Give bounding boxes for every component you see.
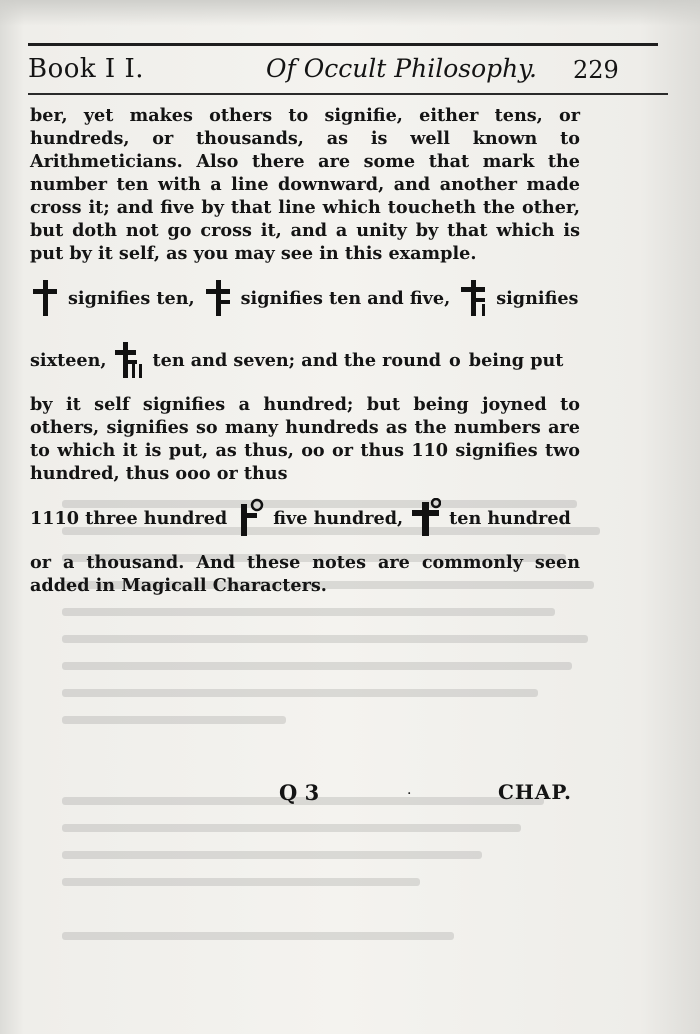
example-row-3: [30, 489, 580, 547]
row1-text-2: signifies ten and five,: [240, 287, 451, 309]
paragraph-3: or a thousand. And these notes are commonly seen added in Magicall Characters.: [30, 552, 580, 596]
body-text: [30, 104, 580, 597]
row1-text-3: signifies: [496, 287, 579, 309]
example-row-1: [30, 269, 580, 327]
row3-text-3: ten hundred: [449, 507, 571, 529]
row2-text-1: sixteen,: [30, 349, 107, 371]
paragraph-2: by it self signifies a hundred; but being joyned to others, signifies so many hundreds as the numbers are to which it is put, as thus, oo or thus 110 signifies two hundred, thus ooo or thus: [30, 394, 580, 484]
footer-dot: ·: [407, 786, 412, 802]
row1-text-1: signifies ten,: [68, 287, 195, 309]
running-title: Of Occult Philosophy.: [266, 54, 537, 83]
header-rule-bottom: [28, 93, 668, 95]
row3-text-1: 1110 three hundred: [30, 507, 228, 529]
thousand-symbol-icon: [411, 498, 441, 538]
running-header: [28, 48, 628, 88]
fifteen-symbol-icon: [203, 278, 233, 318]
ten-cross-symbol-icon: [30, 278, 60, 318]
page-top-shadow: [0, 0, 700, 26]
example-row-2: [30, 331, 580, 389]
row2-text-3: being put: [468, 349, 564, 371]
sixteen-symbol-icon: [458, 278, 488, 318]
page-number: 229: [573, 56, 619, 84]
five-hundred-symbol-icon: [235, 498, 265, 538]
catchword: CHAP.: [498, 780, 573, 804]
book-label: Book I I.: [28, 54, 145, 84]
header-rule-top: [28, 43, 658, 46]
row2-text-2: ten and seven; and the round: [152, 349, 442, 371]
signature-mark: Q 3: [279, 780, 320, 805]
paragraph-1: ber, yet makes others to signifie, either tens, or hundreds, or thousands, as is well known to Arithmeticians. Also there are some that mark the number ten with a line downward, and another made cross it; and five by that line which toucheth the other, but doth not go cross it, and a unity by that which is put by it self, as you may see in this example.: [30, 105, 580, 264]
seventeen-symbol-icon: [115, 340, 145, 380]
round-symbol: o: [449, 349, 461, 371]
row3-text-2: five hundred,: [273, 507, 404, 529]
